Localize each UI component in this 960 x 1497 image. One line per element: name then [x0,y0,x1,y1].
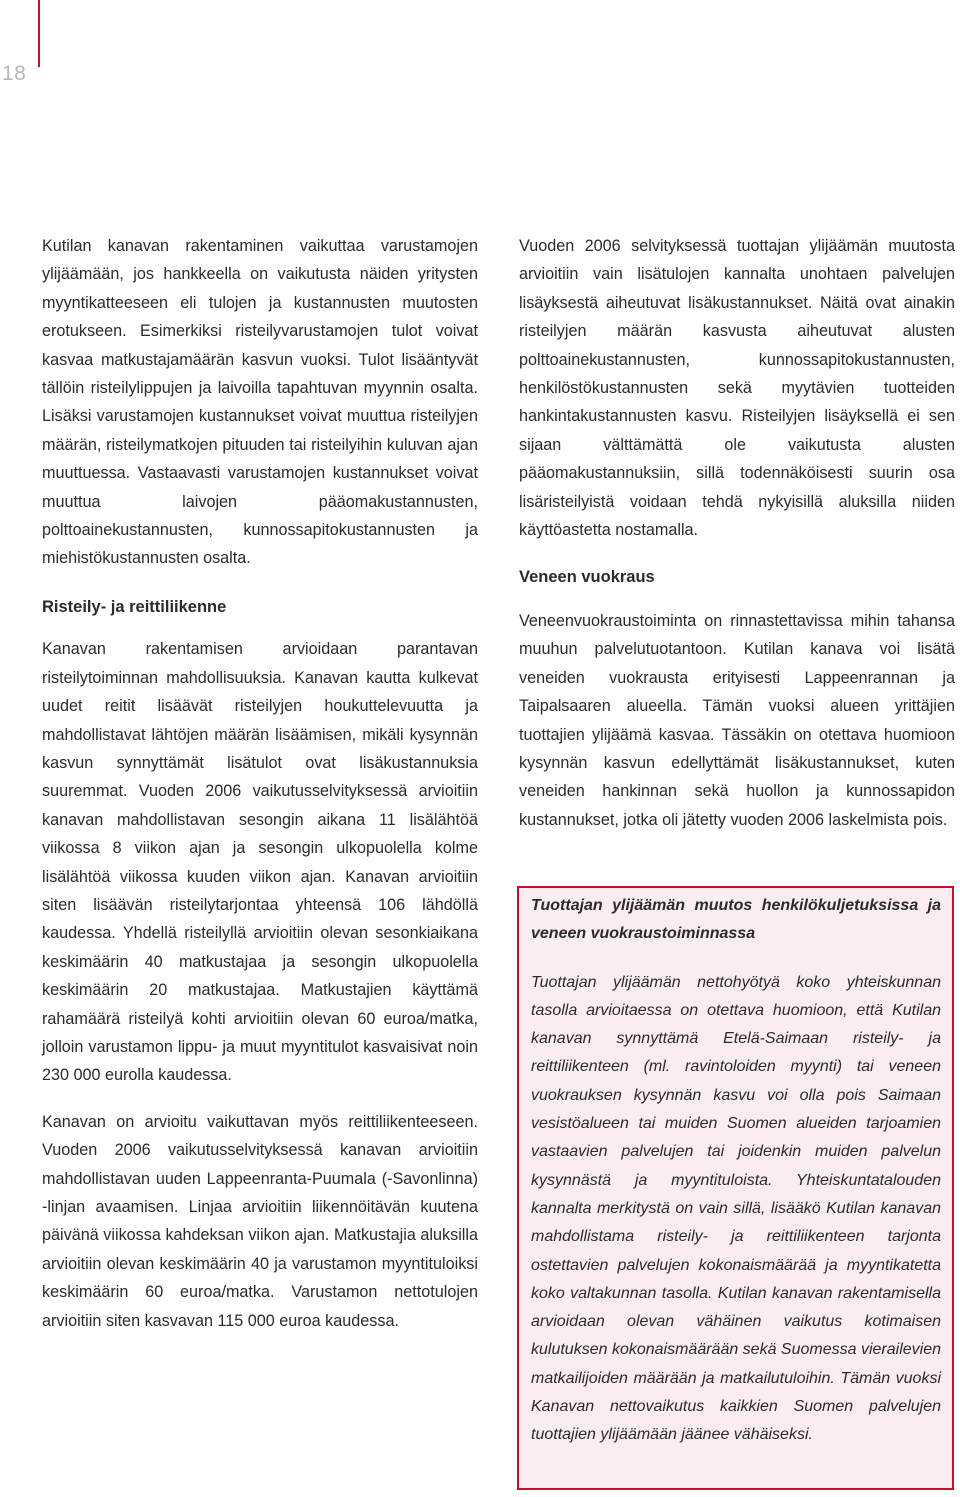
info-box [517,886,954,1490]
section-heading-cruise: Risteily- ja reittiliikenne [42,597,227,616]
route-paragraph: Kanavan on arvioitu vaikuttavan myös reittiliikenteeseen. Vuoden 2006 vaikutusselvityksessä kanavan arvioitiin mahdollistavan uuden Lappeenranta-Puumala (-Savonlinna) -linjan avaamisen. Linjaa arvioitiin liikennöitävän kuutena päivänä viikossa kahdeksan viikon ajan. Matkustajia aluksilla arvioitiin olevan keskimäärin 40 ja varustamon myyntituloiksi keskimäärin 60 euroa/matka. Varustamon nettotulojen arvioitiin siten kasvavan 115 000 euroa kaudessa. [42,1112,478,1330]
survey-paragraph: Vuoden 2006 selvityksessä tuottajan ylijäämän muutosta arvioitiin vain lisätulojen kannalta unohtaen palvelujen lisäyksestä aiheutuvat lisäkustannukset. Näitä ovat ainakin risteilyjen määrän kasvusta aiheutuvat alusten polttoainekustannusten, kunnossapitokustannusten, henkilöstökustannusten sekä myytävien tuotteiden hankintakustannusten kasvu. Risteilyjen lisäyksellä ei sen sijaan välttämättä ole vaikutusta alusten pääomakustannuksiin, sillä todennäköisesti suurin osa lisäristeilyistä voidaan tehdä nykyisillä aluksilla niiden käyttöastetta nostamalla. [519,237,955,540]
info-box-body: Tuottajan ylijäämän nettohyötyä koko yhteiskunnan tasolla arvioitaessa on otettava huomioon, että Kutilan kanavan synnyttämä Etelä-Saimaan risteily- ja reittiliikenteen (ml. ravintoloiden myynti) tai veneen vuokrauksen kysynnän kasvu voi olla pois Saimaan vesistöalueen tai muiden Suomen alueiden tarjoamien vastaavien palvelujen tai joidenkin muiden palvelun kysynnästä ja myyntituloista. Yhteiskuntatalouden kannalta merkitystä on vain sillä, lisääkö Kutilan kanavan mahdollistama risteily- ja reittiliikenteen tarjonta ostettavien palvelujen kokonaismäärää ja myyntikatetta koko valtakunnan tasolla. Kutilan kanavan rakentamisella arvioidaan olevan vähäinen vaikutus kotimaisen kulutuksen kokonaismäärään sekä Suomessa vierailevien matkailijoiden määrään ja matkailutuloihin. Tämän vuoksi Kanavan nettovaikutus kaikkien Suomen palvelujen tuottajien ylijäämään jäänee vähäiseksi. [531,973,941,1444]
left-column [42,232,478,1335]
info-box-title: Tuottajan ylijäämän muutos henkilökuljetuksissa ja veneen vuokraustoiminnassa [531,897,941,943]
right-column [519,232,955,834]
boat-rental-paragraph: Veneenvuokraustoiminta on rinnastettavissa mihin tahansa muuhun palvelutuotantoon. Kutilan kanava voi lisätä veneiden vuokrausta erityisesti Lappeenrannan ja Taipalsaaren alueella. Tämän vuoksi alueen yrittäjien tuottajien ylijäämä kasvaa. Tässäkin on otettava huomioon kysynnän kasvun edellyttämät lisäkustannukset, kuten veneiden hankinnan sekä huollon ja kunnossapidon kustannukset, jotka oli jätetty vuoden 2006 laskelmista pois. [519,611,955,829]
page-marker-line [38,0,40,67]
intro-paragraph: Kutilan kanavan rakentaminen vaikuttaa varustamojen ylijäämään, jos hankkeella on vaikutusta näiden yritysten myyntikatteeseen eli tulojen ja kustannusten muutosten erotukseen. Esimerkiksi risteilyvarustamojen tulot voivat kasvaa matkustajamäärän kasvun vuoksi. Tulot lisääntyvät tällöin risteilylippujen ja laivoilla tapahtuvan myynnin osalta. Lisäksi varustamojen kustannukset voivat muuttua risteilyjen määrän, risteilymatkojen pituuden tai risteilyihin kuluvan ajan muuttuessa. Vastaavasti varustamojen kustannukset voivat muuttua laivojen pääomakustannusten, polttoainekustannusten, kunnossapitokustannusten ja miehistökustannusten osalta. [42,237,478,568]
page-number: 18 [2,62,27,85]
section-heading-boat-rental: Veneen vuokraus [519,568,655,587]
cruise-paragraph: Kanavan rakentamisen arvioidaan parantavan risteilytoiminnan mahdollisuuksia. Kanavan kautta kulkevat uudet reitit lisäävät risteilyjen houkuttelevuutta ja mahdollistavat lähtöjen määrän lisäämisen, mikäli kysynnän kasvun synnyttämät lisätulot ovat lisäkustannuksia suuremmat. Vuoden 2006 vaikutusselvityksessä arvioitiin kanavan mahdollistavan sesongin aikana 11 lisälähtöä viikossa 8 viikon ajan ja sesongin ulkopuolella kolme lisälähtöä viikossa kuuden viikon ajan. Kanavan arvioitiin siten lisäävän risteilytarjontaa yhteensä 106 lähdöllä kaudessa. Yhdellä risteilyllä arvioitiin olevan sesonkiaikana keskimäärin 40 matkustajaa ja sesongin ulkopuolella keskimäärin 20 matkustajaa. Matkustajien käyttämä rahamäärä risteilyä kohti arvioitiin olevan 60 euroa/matka, jolloin varustamon lippu- ja muut myyntitulot kasvaisivat noin 230 000 eurolla kaudessa. [42,640,478,1085]
